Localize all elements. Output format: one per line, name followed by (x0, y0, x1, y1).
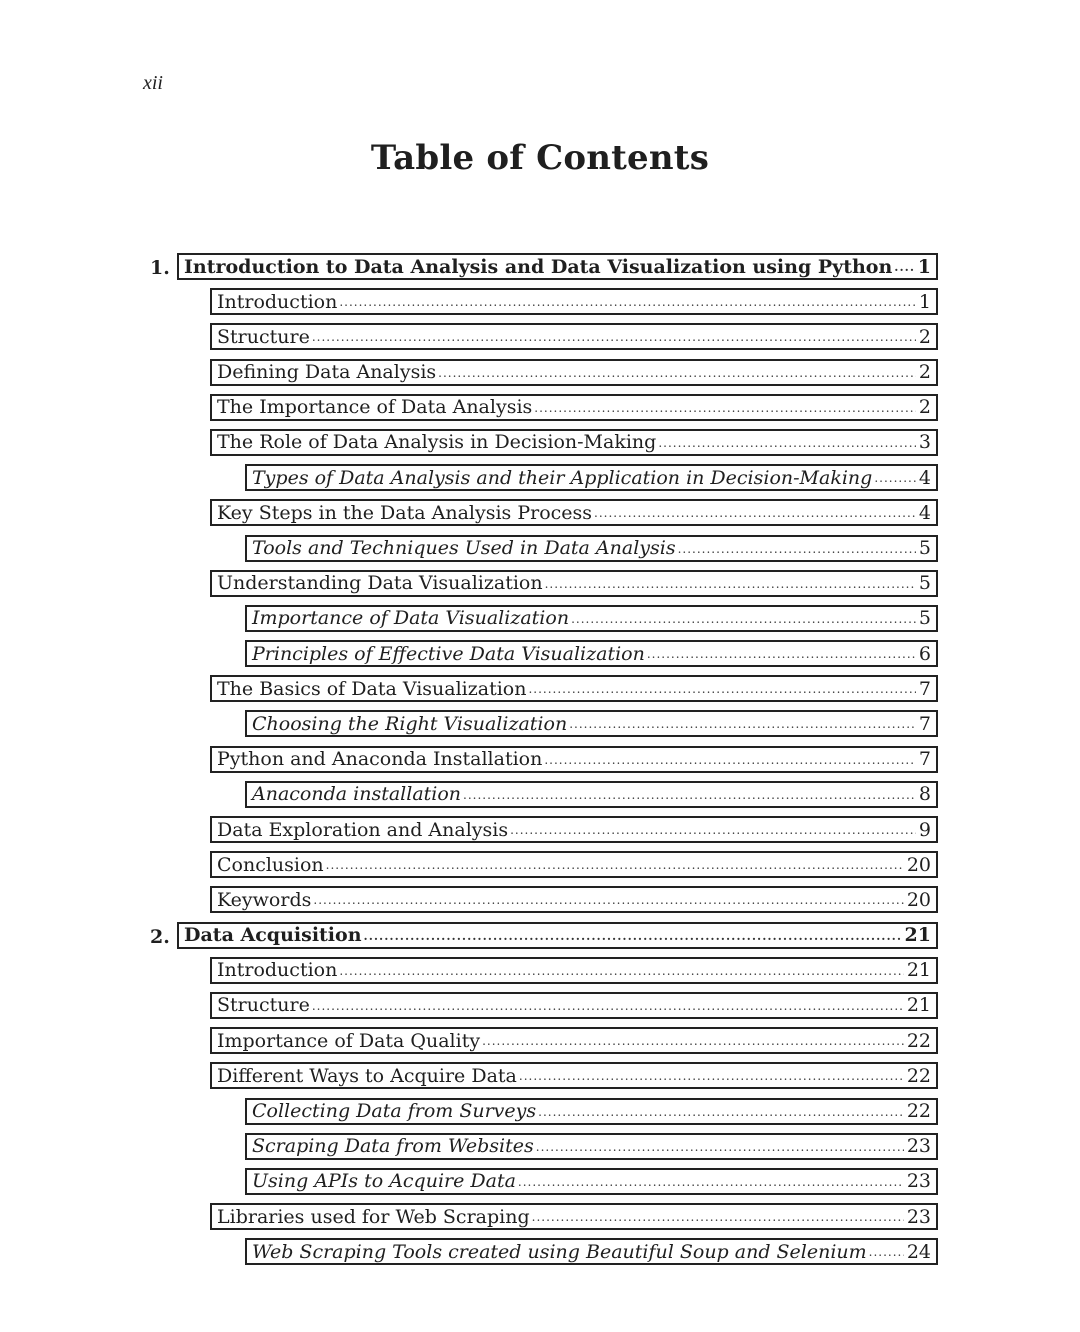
toc-entry-label: Tools and Techniques Used in Data Analysis (252, 537, 676, 559)
dot-leader (519, 1070, 904, 1087)
toc-entry-link[interactable] (245, 464, 938, 491)
toc-entry-row (0, 814, 1080, 849)
toc-entry-row (0, 673, 1080, 708)
toc-entry-row (0, 392, 1080, 427)
toc-page-number: 6 (918, 642, 931, 665)
dot-leader (463, 789, 916, 806)
toc-entry-row (0, 357, 1080, 392)
dot-leader (438, 367, 916, 384)
toc-entry-link[interactable] (210, 394, 938, 421)
toc-page-number: 1 (918, 290, 931, 313)
toc-entry-row (0, 955, 1080, 990)
toc-page-number: 22 (906, 1100, 931, 1122)
toc-entry-row (0, 533, 1080, 568)
toc-chapter-row (0, 920, 1080, 955)
toc-entry-row (0, 1131, 1080, 1166)
toc-entry-row (0, 884, 1080, 919)
toc-entry-link[interactable] (210, 1027, 938, 1054)
toc-entry-label: Structure (217, 994, 310, 1017)
chapter-number: 1. (150, 257, 170, 279)
toc-entry-label: Types of Data Analysis and their Application in Decision-Making (252, 466, 873, 489)
toc-entry-label: Importance of Data Visualization (252, 607, 570, 630)
toc-entry-link[interactable] (210, 359, 938, 386)
toc-entry-row (0, 497, 1080, 532)
toc-entry-label: Libraries used for Web Scraping (217, 1205, 530, 1228)
toc-entry-label: Introduction (217, 290, 338, 313)
dot-leader (545, 578, 916, 595)
dot-leader (339, 296, 916, 313)
toc-page-number: 1 (917, 255, 931, 278)
toc-entry-link[interactable] (245, 1133, 938, 1160)
toc-page-number: 24 (906, 1240, 931, 1263)
toc-entry-link[interactable] (210, 816, 938, 843)
dot-leader (313, 894, 903, 911)
toc-entry-label: The Importance of Data Analysis (217, 396, 533, 419)
toc-entry-link[interactable] (245, 1238, 938, 1265)
dot-leader (534, 402, 916, 419)
toc-page-number: 23 (906, 1170, 931, 1193)
toc-page-number: 2 (918, 361, 931, 384)
toc-entry-label: Different Ways to Acquire Data (217, 1064, 517, 1087)
dot-leader (678, 543, 916, 560)
dot-leader (647, 648, 916, 665)
toc-entry-label: Keywords (217, 888, 312, 911)
dot-leader (571, 613, 916, 630)
toc-entry-label: Web Scraping Tools created using Beautiful Soup and Selenium (252, 1240, 867, 1263)
toc-entry-label: Scraping Data from Websites (252, 1135, 534, 1158)
toc-entry-row (0, 286, 1080, 321)
toc-entry-label: Data Acquisition (184, 924, 362, 947)
toc-entry-label: Structure (217, 325, 310, 348)
toc-page-number: 20 (906, 888, 931, 911)
toc-page-number: 23 (906, 1135, 931, 1158)
dot-leader (538, 1106, 904, 1123)
toc-entry-row (0, 708, 1080, 743)
toc-page-number: 3 (918, 431, 931, 454)
toc-entry-link[interactable] (210, 323, 938, 350)
toc-entry-row (0, 568, 1080, 603)
toc-entry-label: Python and Anaconda Installation (217, 748, 543, 771)
toc-entry-link[interactable] (245, 1168, 938, 1195)
toc-entry-link[interactable] (245, 640, 938, 667)
toc-entry-link[interactable] (245, 1098, 938, 1125)
toc-entry-row (0, 1096, 1080, 1131)
toc-entry-row (0, 638, 1080, 673)
toc-page-number: 7 (918, 748, 931, 771)
dot-leader (364, 930, 902, 947)
toc-entry-label: Introduction to Data Analysis and Data Visualization using Python (184, 255, 893, 278)
toc-entry-link[interactable] (210, 746, 938, 773)
dot-leader (869, 1246, 904, 1263)
toc-chapter-link[interactable] (177, 253, 938, 280)
toc-entry-link[interactable] (210, 851, 938, 878)
dot-leader (518, 1176, 904, 1193)
toc-page-number: 9 (918, 818, 931, 841)
toc-entry-link[interactable] (210, 957, 938, 984)
toc-page-number: 22 (906, 1064, 931, 1087)
toc-entry-label: The Role of Data Analysis in Decision-Making (217, 431, 657, 454)
toc-page-number: 23 (906, 1205, 931, 1228)
toc-page-number: 4 (918, 466, 931, 489)
toc-entry-row (0, 462, 1080, 497)
toc-entry-row (0, 1236, 1080, 1271)
toc-page-number: 8 (918, 783, 931, 806)
toc-entry-link[interactable] (245, 781, 938, 808)
dot-leader (312, 1000, 904, 1017)
dot-leader (874, 472, 916, 489)
toc-entry-row (0, 1025, 1080, 1060)
toc-entry-link[interactable] (245, 605, 938, 632)
toc-page-number: 21 (906, 959, 931, 982)
toc-entry-link[interactable] (210, 429, 938, 456)
toc-entry-link[interactable] (210, 288, 938, 315)
toc-entry-link[interactable] (245, 535, 938, 562)
dot-leader (658, 437, 916, 454)
toc-entry-row (0, 321, 1080, 356)
toc-entry-row (0, 1201, 1080, 1236)
toc-page-number: 5 (918, 572, 931, 595)
toc-page-number: 21 (904, 924, 931, 947)
dot-leader (536, 1141, 904, 1158)
toc-entry-link[interactable] (210, 1203, 938, 1230)
dot-leader (569, 718, 916, 735)
table-of-contents (0, 251, 1080, 1271)
toc-entry-label: Conclusion (217, 853, 324, 876)
toc-page-number: 5 (918, 537, 931, 559)
toc-entry-label: Introduction (217, 959, 338, 982)
toc-page-number: 22 (906, 1029, 931, 1052)
toc-entry-link[interactable] (245, 710, 938, 737)
toc-entry-row (0, 1166, 1080, 1201)
toc-entry-label: Anaconda installation (252, 783, 462, 806)
toc-entry-row (0, 990, 1080, 1025)
dot-leader (594, 507, 916, 524)
toc-entry-label: Choosing the Right Visualization (252, 712, 568, 735)
toc-entry-link[interactable] (210, 1062, 938, 1089)
toc-page-number: 5 (918, 607, 931, 630)
toc-entry-row (0, 427, 1080, 462)
page-title: Table of Contents (370, 138, 710, 178)
chapter-number: 2. (150, 925, 170, 948)
dot-leader (544, 754, 916, 771)
toc-entry-row (0, 744, 1080, 779)
toc-entry-label: Using APIs to Acquire Data (252, 1170, 516, 1193)
toc-entry-row (0, 849, 1080, 884)
toc-entry-label: Importance of Data Quality (217, 1029, 481, 1052)
toc-entry-link[interactable] (210, 675, 938, 702)
toc-page-number: 21 (906, 994, 931, 1017)
page-number: xii (143, 72, 163, 94)
dot-leader (532, 1211, 904, 1228)
toc-chapter-row (0, 251, 1080, 286)
dot-leader (528, 683, 915, 700)
toc-entry-row (0, 779, 1080, 814)
toc-entry-label: Understanding Data Visualization (217, 572, 543, 595)
toc-entry-row (0, 603, 1080, 638)
dot-leader (482, 1035, 904, 1052)
toc-entry-label: The Basics of Data Visualization (217, 677, 527, 700)
toc-entry-link[interactable] (210, 570, 938, 597)
dot-leader (894, 261, 914, 278)
toc-entry-link[interactable] (210, 992, 938, 1019)
toc-entry-label: Data Exploration and Analysis (217, 818, 509, 841)
toc-page-number: 2 (918, 325, 931, 348)
toc-page-number: 2 (918, 396, 931, 419)
toc-page-number: 7 (918, 712, 931, 735)
dot-leader (510, 824, 916, 841)
toc-page-number: 20 (906, 853, 931, 876)
dot-leader (312, 331, 916, 348)
toc-entry-label: Principles of Effective Data Visualization (252, 642, 645, 665)
toc-entry-link[interactable] (210, 499, 938, 526)
toc-chapter-link[interactable] (177, 922, 938, 949)
toc-entry-label: Collecting Data from Surveys (252, 1100, 537, 1122)
dot-leader (339, 965, 903, 982)
dot-leader (326, 859, 904, 876)
toc-page-number: 7 (918, 677, 931, 700)
toc-page-number: 4 (918, 501, 931, 524)
toc-entry-link[interactable] (210, 886, 938, 913)
toc-entry-label: Key Steps in the Data Analysis Process (217, 501, 593, 524)
toc-entry-row (0, 1060, 1080, 1095)
toc-entry-label: Defining Data Analysis (217, 361, 437, 384)
